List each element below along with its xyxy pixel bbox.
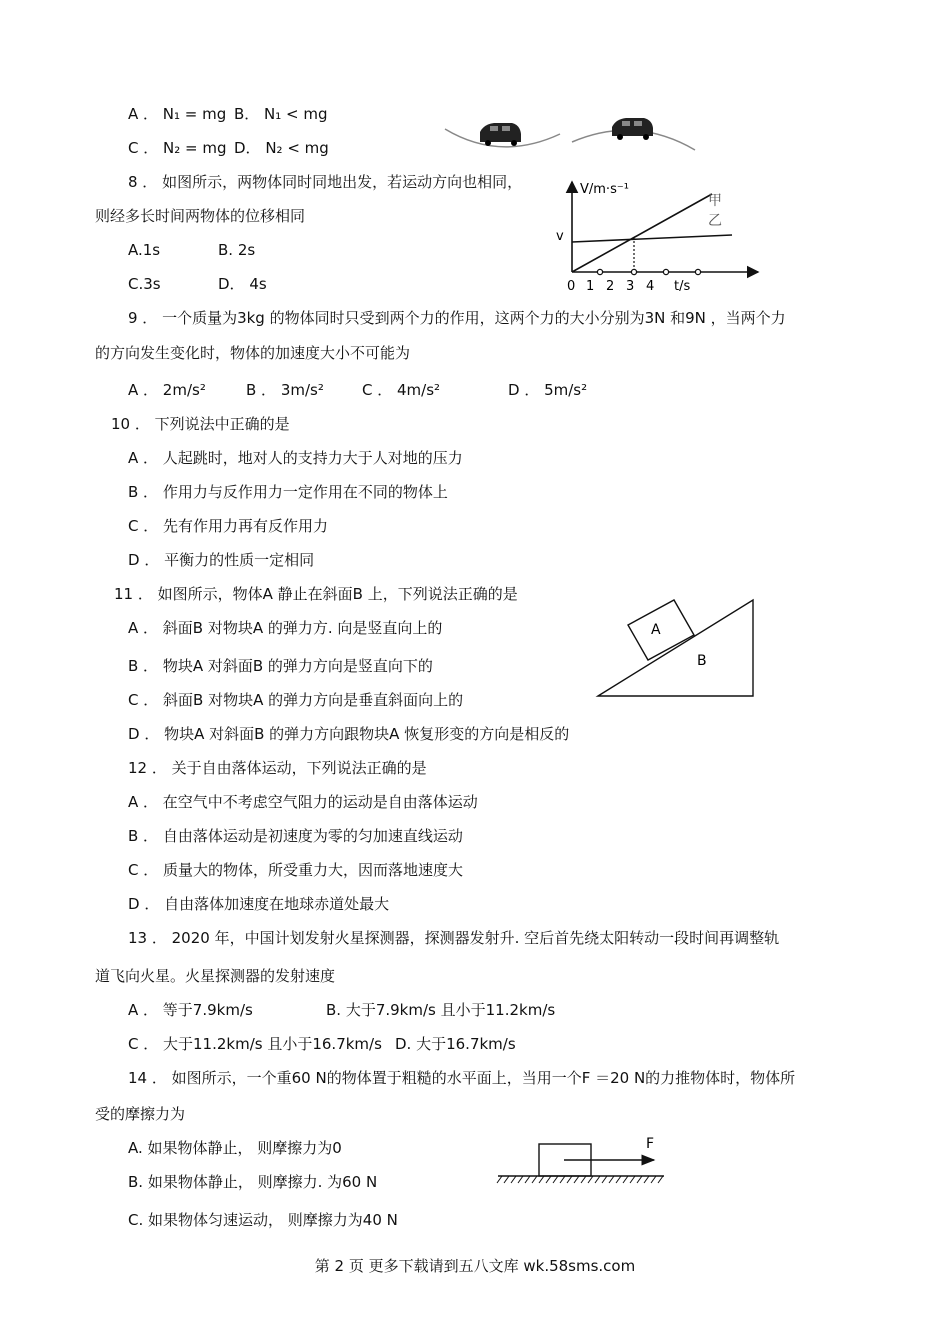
- q14-option-a: A. 如果物体静止， 则摩擦力为0: [128, 1139, 342, 1157]
- q10-option-c: C ． 先有作用力再有反作用力: [128, 517, 329, 535]
- car-road-figure: [440, 112, 700, 157]
- q11-option-a: A ． 斜面B 对物块A 的弹力方. 向是竖直向上的: [128, 619, 443, 637]
- q13-option-c: C ． 大于11.2km/s 且小于16.7km/s: [128, 1035, 382, 1053]
- q10-option-d: D ． 平衡力的性质一定相同: [128, 551, 315, 569]
- q8-option-a: A.1s: [128, 241, 161, 259]
- yi-label: 乙: [708, 213, 722, 229]
- q10-stem: 10 ． 下列说法中正确的是: [111, 415, 290, 433]
- block-a: [628, 600, 694, 660]
- car-right-icon: [612, 118, 653, 140]
- q14-stem-line1: 14 ． 如图所示，一个重60 N的物体置于粗糙的水平面上，当用一个F ＝20 N的力推物体时，物体所: [128, 1069, 796, 1087]
- q10-option-b: B ． 作用力与反作用力一定作用在不同的物体上: [128, 483, 448, 501]
- q9-option-a: A ． 2m/s²: [128, 381, 206, 399]
- ground-hatch: [497, 1176, 663, 1183]
- q11-option-d: D ． 物块A 对斜面B 的弹力方向跟物块A 恢复形变的方向是相反的: [128, 725, 570, 743]
- q13-stem-line2: 道飞向火星。火星探测器的发射速度: [95, 967, 336, 985]
- q10-option-a: A ． 人起跳时，地对人的支持力大于人对地的压力: [128, 449, 463, 467]
- q9-stem-line2: 的方向发生变化时，物体的加速度大小不可能为: [95, 344, 411, 362]
- q11-stem: 11 ． 如图所示，物体A 静止在斜面B 上，下列说法正确的是: [114, 585, 518, 603]
- q9-option-b: B ． 3m/s²: [246, 381, 324, 399]
- page-footer: 第 2 页 更多下载请到五八文库 wk.58sms.com: [314, 1257, 636, 1275]
- q11-option-c: C ． 斜面B 对物块A 的弹力方向是垂直斜面向上的: [128, 691, 464, 709]
- q8-option-c: C.3s: [128, 275, 161, 293]
- line-yi: [572, 235, 732, 242]
- q8-option-d: D． 4s: [218, 275, 267, 293]
- q7-option-b: B． N₁ < mg: [234, 105, 328, 123]
- q13-option-d: D. 大于16.7km/s: [395, 1035, 516, 1053]
- car-left-icon: [480, 123, 521, 146]
- q13-stem-line1: 13 ． 2020 年，中国计划发射火星探测器，探测器发射升. 空后首先绕太阳转动一段时间再调整轨: [128, 929, 780, 947]
- tick-0: 0: [567, 279, 576, 294]
- q7-option-a: A ． N₁ = mg: [128, 105, 227, 123]
- q9-option-c: C ． 4m/s²: [362, 381, 441, 399]
- incline-figure: [594, 594, 764, 704]
- q14-option-b: B. 如果物体静止， 则摩擦力. 为60 N: [128, 1173, 378, 1191]
- q8-stem-line2: 则经多长时间两物体的位移相同: [95, 207, 306, 225]
- tick-4: 4: [646, 279, 655, 294]
- q9-option-d: D ． 5m/s²: [508, 381, 588, 399]
- q12-option-a: A ． 在空气中不考虑空气阻力的运动是自由落体运动: [128, 793, 478, 811]
- block-force-figure: [494, 1132, 670, 1188]
- q8-stem-line1: 8 ． 如图所示，两物体同时同地出发，若运动方向也相同，: [128, 173, 523, 191]
- line-jia: [572, 194, 712, 272]
- q7-option-c: C ． N₂ = mg: [128, 139, 227, 157]
- tick-2: 2: [606, 279, 615, 294]
- y-axis-label: V/m·s⁻¹: [580, 182, 629, 197]
- q7-option-d: D． N₂ < mg: [234, 139, 329, 157]
- tick-1: 1: [586, 279, 595, 294]
- q9-stem-line1: 9 ． 一个质量为3kg 的物体同时只受到两个力的作用，这两个力的大小分别为3N 和9N ，当两个力: [128, 309, 786, 327]
- force-label: F: [646, 1136, 655, 1152]
- q13-option-a: A ． 等于7.9km/s: [128, 1001, 253, 1019]
- q12-option-d: D ． 自由落体加速度在地球赤道处最大: [128, 895, 390, 913]
- tick-3: 3: [626, 279, 635, 294]
- v-label: v: [556, 229, 564, 244]
- q13-option-b: B. 大于7.9km/s 且小于11.2km/s: [326, 1001, 556, 1019]
- q8-option-b: B. 2s: [218, 241, 256, 259]
- q12-stem: 12 ． 关于自由落体运动，下列说法正确的是: [128, 759, 427, 777]
- q12-option-c: C ． 质量大的物体，所受重力大，因而落地速度大: [128, 861, 464, 879]
- q14-stem-line2: 受的摩擦力为: [95, 1105, 186, 1123]
- q12-option-b: B ． 自由落体运动是初速度为零的匀加速直线运动: [128, 827, 463, 845]
- jia-label: 甲: [708, 193, 722, 209]
- block-a-label: A: [651, 622, 661, 638]
- q11-option-b: B ． 物块A 对斜面B 的弹力方向是竖直向下的: [128, 657, 433, 675]
- q14-option-c: C. 如果物体匀速运动， 则摩擦力为40 N: [128, 1211, 398, 1229]
- velocity-time-graph: [550, 176, 770, 294]
- x-axis-label: t/s: [674, 279, 691, 294]
- incline-b-label: B: [697, 653, 707, 669]
